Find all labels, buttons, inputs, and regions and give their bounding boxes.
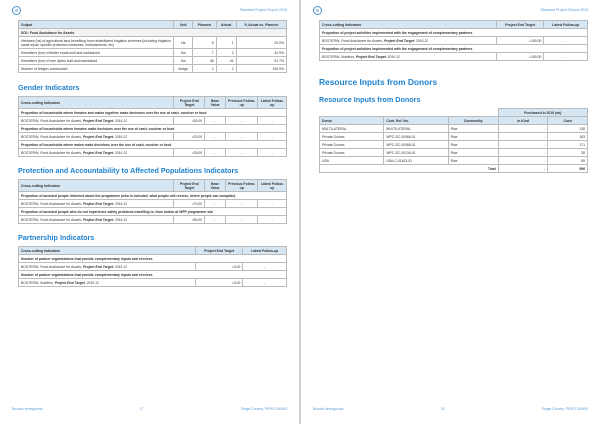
indicator-row: Proportion of assisted people informed about the programme (who is included, what people will receive, where people can complain) bbox=[19, 192, 287, 200]
col-header: Cross-cutting Indicators bbox=[320, 21, 497, 29]
col-header: Cross-cutting Indicators bbox=[19, 180, 174, 192]
table-row: Private Donors WPC-SC-00066-01 Rice - 183 bbox=[320, 133, 588, 141]
col-header: Cont. Ref. No. bbox=[384, 117, 448, 125]
indicator-row: Proportion of households where males make decisions over the use of cash, voucher or food bbox=[19, 141, 287, 149]
col-header: Latest Follow-up bbox=[544, 21, 588, 29]
col-header: Commodity bbox=[448, 117, 498, 125]
partnership-table bbox=[18, 246, 287, 287]
col-header: Project End Target bbox=[195, 247, 243, 255]
indicator-row: Proportion of project activities implemented with the engagement of complementary partners bbox=[320, 29, 588, 37]
wfp-logo-icon bbox=[313, 6, 322, 15]
page-header: Standard Project Report 2016 bbox=[540, 8, 588, 12]
page-footer: Bosnia Herzegovina 18 Single Country: PRRO 200693 bbox=[313, 407, 588, 411]
col-header: Base Value bbox=[205, 180, 226, 192]
section-title: Resource Inputs from Donors bbox=[319, 95, 421, 105]
col-header: Donor bbox=[320, 117, 384, 125]
indicator-value-row: BOSTERIN, Food Assistance for Assets, Project End Target: 2016.12 =25.00 - - - bbox=[19, 149, 287, 157]
gender-table bbox=[18, 96, 287, 157]
col-header: Cross-cutting Indicators bbox=[19, 247, 196, 255]
table-row: Private Donors WPC-SC-00134-01 Rice - 38 bbox=[320, 149, 588, 157]
page-number: 17 bbox=[139, 407, 144, 411]
table-group-row: SO1: Food Assistance for Assets bbox=[19, 29, 287, 37]
indicator-row: Number of partner organizations that provide complementary inputs and services bbox=[19, 271, 287, 279]
col-header: Project End Target bbox=[174, 180, 205, 192]
page-footer: Bosnia Herzegovina 17 Single Country: PRRO 200693 bbox=[12, 407, 287, 411]
indicator-row: Proportion of households where females make decisions over the use of cash, voucher or food bbox=[19, 125, 287, 133]
col-header: Previous Follow-up bbox=[226, 180, 258, 192]
indicator-row: Proportion of assisted people who do not experience safety problems travelling to, from and/or at WFP programme site bbox=[19, 208, 287, 216]
table-row: Kilometers (km) of river dykes built and maintained Km 48 44 91.7% bbox=[19, 57, 287, 65]
total-row: Total - 596 bbox=[320, 165, 588, 173]
col-header: Previous Follow-up bbox=[226, 97, 258, 109]
col-header: Output bbox=[19, 21, 174, 29]
indicator-value-row: BOSTERIN, Food Assistance for Assets, Project End Target: 2016.12 =30.00 - - - bbox=[19, 117, 287, 125]
col-header: Cash bbox=[548, 117, 588, 125]
indicator-value-row: BOSTERIN, Food Assistance for Assets, Project End Target: 2016.12 =20.00 - - - bbox=[19, 133, 287, 141]
page-left bbox=[0, 0, 299, 424]
page-header: Standard Project Report 2016 bbox=[239, 8, 287, 12]
col-header: Latest Follow-up bbox=[258, 180, 287, 192]
indicator-value-row: BOSTERIN, Nutrition, Project End Target: 2016.12 =3.00 - bbox=[19, 279, 287, 287]
col-header: In-Kind bbox=[498, 117, 548, 125]
indicator-row: Proportion of households where females and males together make decisions over the use of cash, voucher or food bbox=[19, 109, 287, 117]
page-number: 18 bbox=[440, 407, 445, 411]
table-row: Kilometers (km) of feeder roads built and maintained Km 7 3 42.9% bbox=[19, 49, 287, 57]
indicator-value-row: BOSTERIN, Nutrition, Project End Target: 2016.12 =100.00 - bbox=[320, 53, 588, 61]
col-header: Unit bbox=[174, 21, 193, 29]
section-title: Protection and Accountability to Affected Populations Indicators bbox=[18, 166, 239, 176]
col-header: Latest Follow-up bbox=[243, 247, 287, 255]
col-header: Cross-cutting Indicators bbox=[19, 97, 174, 109]
wfp-logo-icon bbox=[12, 6, 21, 15]
section-title: Partnership Indicators bbox=[18, 233, 95, 243]
partnership-section bbox=[18, 233, 287, 287]
gender-section bbox=[18, 83, 287, 157]
col-header: Latest Follow-up bbox=[258, 97, 287, 109]
partnership-cont-section bbox=[319, 20, 588, 61]
table-row: USA USA-C-01163-01 Rice - 85 bbox=[320, 157, 588, 165]
protection-section bbox=[18, 166, 287, 224]
indicator-value-row: BOSTERIN, Food Assistance for Assets, Project End Target: 2016.12 =3.00 - bbox=[19, 263, 287, 271]
indicator-value-row: BOSTERIN, Food Assistance for Assets, Project End Target: 2016.12 =100.00 - bbox=[320, 37, 588, 45]
page-right bbox=[301, 0, 600, 424]
purchased-header: Purchased in 2016 (mt) bbox=[498, 109, 587, 117]
col-header: Project End Target bbox=[174, 97, 205, 109]
col-header: Planned bbox=[193, 21, 217, 29]
partnership-cont-table bbox=[319, 20, 588, 61]
outputs-section bbox=[18, 20, 287, 73]
table-row: Hectares (ha) of agricultural land benefiting from rehabilitated irrigation schemes (including irrigation canal repair, specific protection measures, embankments, etc) Ha 5 1 20.0% bbox=[19, 37, 287, 49]
col-header: Actual bbox=[216, 21, 236, 29]
chapter-title: Resource Inputs from Donors bbox=[319, 77, 438, 88]
col-header: Base Value bbox=[205, 97, 226, 109]
table-row: Private Donors WPC-SC-00068-01 Rice - 171 bbox=[320, 141, 588, 149]
resource-section bbox=[319, 95, 588, 173]
outputs-table bbox=[18, 20, 287, 73]
section-title: Gender Indicators bbox=[18, 83, 80, 93]
indicator-value-row: BOSTERIN, Food Assistance for Assets, Project End Target: 2016.12 =70.00 - - - bbox=[19, 200, 287, 208]
indicator-value-row: BOSTERIN, Food Assistance for Assets, Project End Target: 2016.12 =80.00 - - - bbox=[19, 216, 287, 224]
col-header: Project End Target bbox=[496, 21, 544, 29]
indicator-row: Number of partner organizations that provide complementary inputs and services bbox=[19, 255, 287, 263]
indicator-row: Proportion of project activities implemented with the engagement of complementary partners bbox=[320, 45, 588, 53]
resource-table bbox=[319, 108, 588, 173]
col-header: % Actual vs. Planned bbox=[236, 21, 286, 29]
table-row: Number of bridges constructed bridge 2 2 100.0% bbox=[19, 65, 287, 73]
table-row: MULTILATERAL MULTILATERAL Rice - 138 bbox=[320, 125, 588, 133]
protection-table bbox=[18, 179, 287, 224]
